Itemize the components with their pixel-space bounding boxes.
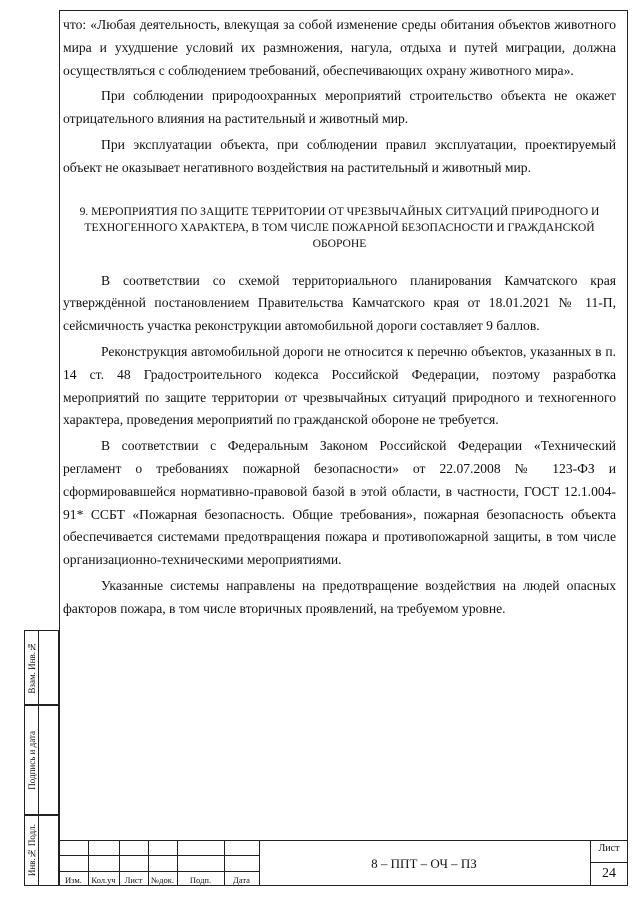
paragraph-5: Реконструкция автомобильной дороги не относится к перечню объектов, указанных в п. 14 ст. 48 Градостроительного кодекса Российской Федерации, поэтому разработка мероприятий по защите территории от чрезвычайных ситуаций природного и техногенного характера, проведения мероприятий по гражданской обороне не требуется. — [63, 343, 616, 428]
document-body — [63, 14, 616, 621]
paragraph-6: В соответствии с Федеральным Законом Российской Федерации «Технический регламент о требованиях пожарной безопасности» от 22.07.2008 № 123-ФЗ и сформировавшейся нормативно-правовой базой в этой области, в частности, ГОСТ 12.1.004-91* ССБТ «Пожарная безопасность. Общие требования», пожарная безопасность объекта обеспечивается системами предотвращения пожара и противопожарной защиты, в том числе организационно-техническими мероприятиями. — [63, 438, 616, 568]
section-heading: 9. МЕРОПРИЯТИЯ ПО ЗАЩИТЕ ТЕРРИТОРИИ ОТ ЧРЕЗВЫЧАЙНЫХ СИТУАЦИЙ ПРИРОДНОГО И ТЕХНОГЕННОГО ХАРАКТЕРА, В ТОМ ЧИСЛЕ ПОЖАРНОЙ БЕЗОПАСНОСТИ И ГРАЖДАНСКОЙ ОБОРОНЕ — [79, 204, 600, 250]
title-block — [59, 840, 628, 886]
side-stamp-inv — [24, 815, 59, 886]
col-podp: Подп. — [189, 875, 212, 885]
side-stamp-vzam — [24, 630, 59, 705]
side-label-podpis: Подпись и дата — [26, 730, 37, 790]
side-label-inv: Инв.№ Подл. — [26, 824, 37, 877]
col-izm: Изм. — [65, 875, 82, 885]
paragraph-1: что: «Любая деятельность, влекущая за собой изменение среды обитания объектов животного мира и ухудшение условий их размножения, нагула, отдыха и путей миграции, должна осуществляться с соблюдением требований, обеспечивающих охрану животного мира». — [63, 17, 616, 78]
col-list: Лист — [124, 875, 143, 885]
sheet-label: Лист — [598, 843, 620, 854]
paragraph-3: При эксплуатации объекта, при соблюдении правил эксплуатации, проектируемый объект не оказывает негативного воздействия на растительный и животный мир. — [63, 136, 616, 175]
sheet-number: 24 — [602, 866, 616, 881]
side-label-vzam: Взам. Инв.№ — [26, 641, 37, 694]
document-code: 8 – ППТ – ОЧ – ПЗ — [371, 856, 477, 871]
paragraph-4: В соответствии со схемой территориального планирования Камчатского края утверждённой постановлением Правительства Камчатского края от 18.01.2021 № 11-П, сейсмичность участка реконструкции автомобильной дороги составляет 9 баллов. — [63, 272, 616, 334]
col-koluch: Кол.уч — [91, 875, 116, 885]
paragraph-7: Указанные системы направлены на предотвращение воздействия на людей опасных факторов пожара, в том числе вторичных проявлений, на требуемом уровне. — [63, 577, 616, 616]
paragraph-2: При соблюдении природоохранных мероприятий строительство объекта не окажет отрицательного влияния на растительный и животный мир. — [63, 88, 616, 127]
col-data: Дата — [233, 875, 250, 885]
side-stamp-podpis — [24, 705, 59, 815]
col-ndok: №док. — [151, 875, 174, 885]
